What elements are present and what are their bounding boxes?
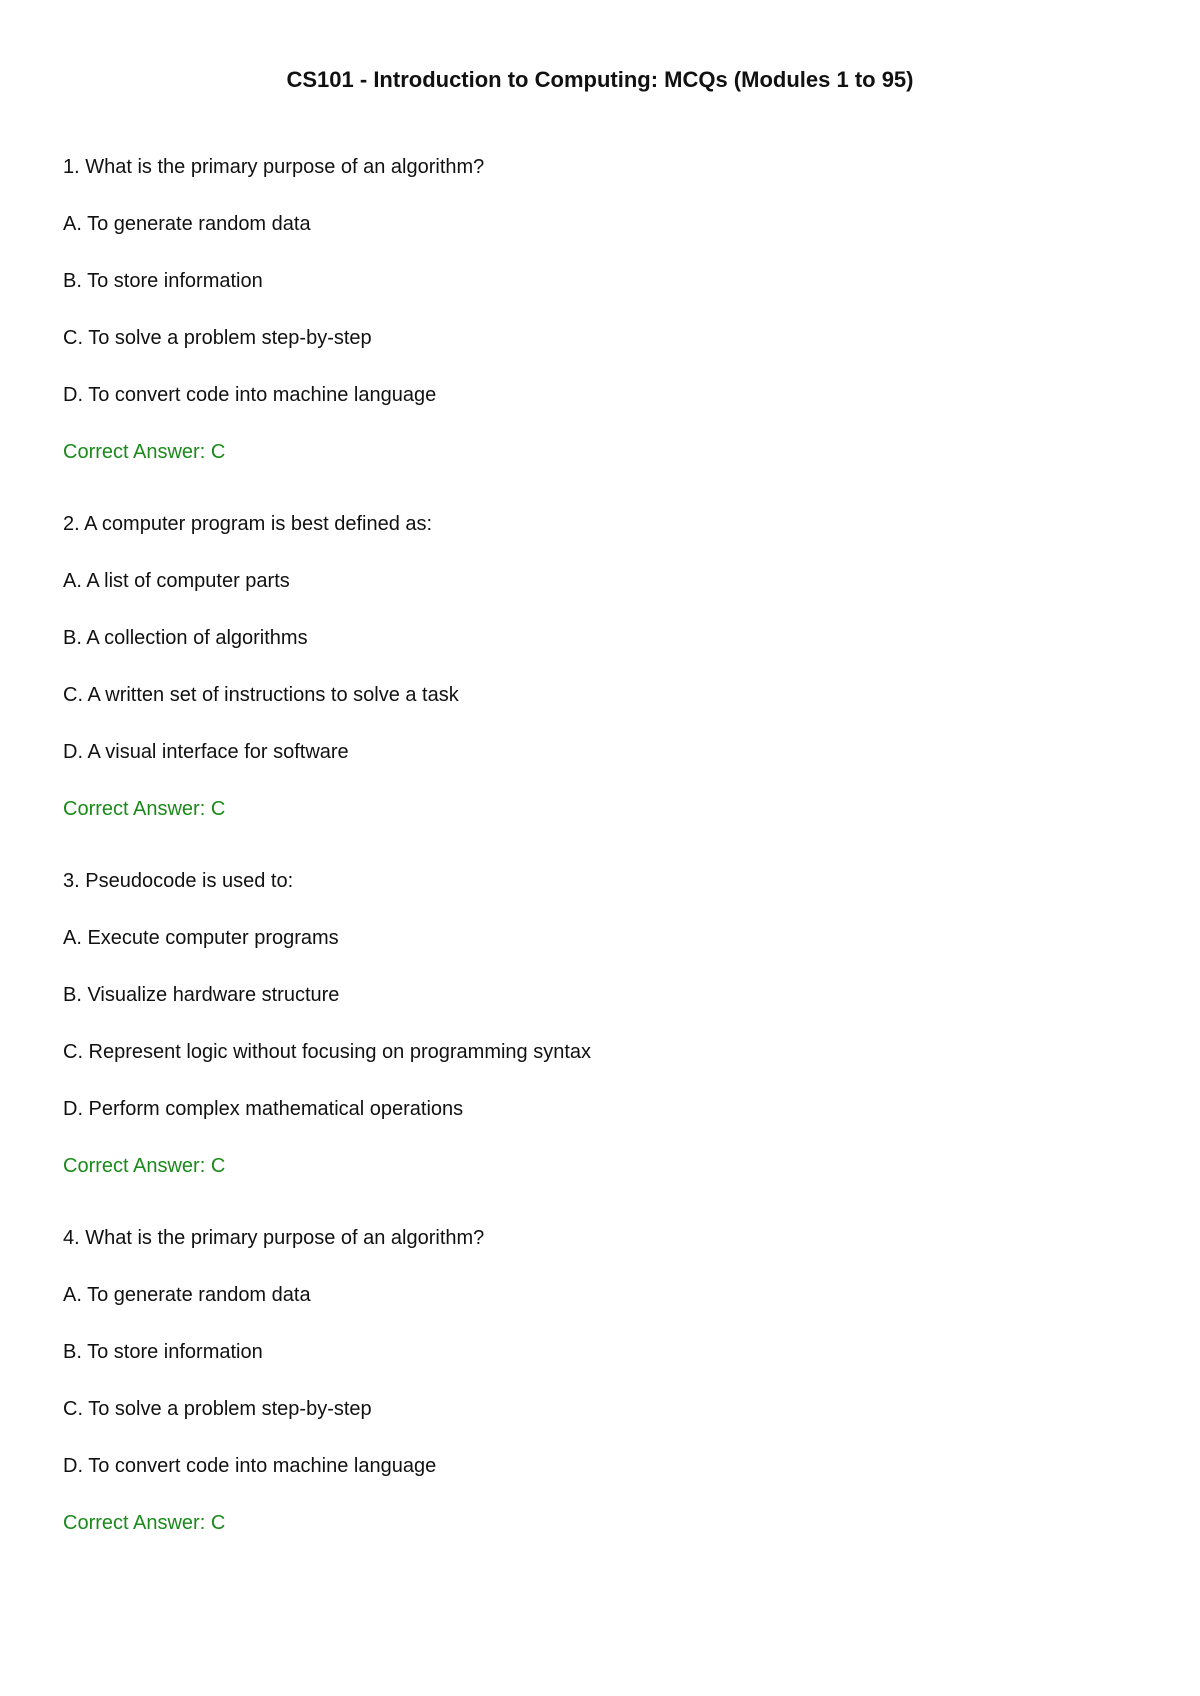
question-text: 2. A computer program is best defined as: xyxy=(63,513,433,535)
question-block-4 xyxy=(63,1226,1143,1583)
correct-answer: Correct Answer: C xyxy=(63,441,226,463)
question-list xyxy=(63,155,1143,1583)
correct-answer: Correct Answer: C xyxy=(63,798,226,820)
option-d: D. Perform complex mathematical operations xyxy=(63,1098,464,1120)
option-b: B. To store information xyxy=(63,1341,263,1363)
correct-answer: Correct Answer: C xyxy=(63,1155,226,1177)
option-c: C. To solve a problem step-by-step xyxy=(63,327,372,349)
option-d: D. To convert code into machine language xyxy=(63,384,437,406)
correct-answer: Correct Answer: C xyxy=(63,1512,226,1534)
question-block-1 xyxy=(63,155,1143,512)
option-c: C. A written set of instructions to solve a task xyxy=(63,684,459,706)
option-d: D. To convert code into machine language xyxy=(63,1455,437,1477)
option-d: D. A visual interface for software xyxy=(63,741,349,763)
option-a: A. Execute computer programs xyxy=(63,927,339,949)
question-text: 4. What is the primary purpose of an algorithm? xyxy=(63,1227,485,1249)
option-a: A. A list of computer parts xyxy=(63,570,290,592)
question-text: 1. What is the primary purpose of an algorithm? xyxy=(63,156,485,178)
question-block-2 xyxy=(63,512,1143,869)
document-title: CS101 - Introduction to Computing: MCQs (Modules 1 to 95) xyxy=(286,67,914,92)
option-a: A. To generate random data xyxy=(63,213,311,235)
option-c: C. Represent logic without focusing on programming syntax xyxy=(63,1041,592,1063)
option-a: A. To generate random data xyxy=(63,1284,311,1306)
option-b: B. To store information xyxy=(63,270,263,292)
question-block-3 xyxy=(63,869,1143,1226)
option-c: C. To solve a problem step-by-step xyxy=(63,1398,372,1420)
question-text: 3. Pseudocode is used to: xyxy=(63,870,294,892)
option-b: B. A collection of algorithms xyxy=(63,627,308,649)
option-b: B. Visualize hardware structure xyxy=(63,984,340,1006)
